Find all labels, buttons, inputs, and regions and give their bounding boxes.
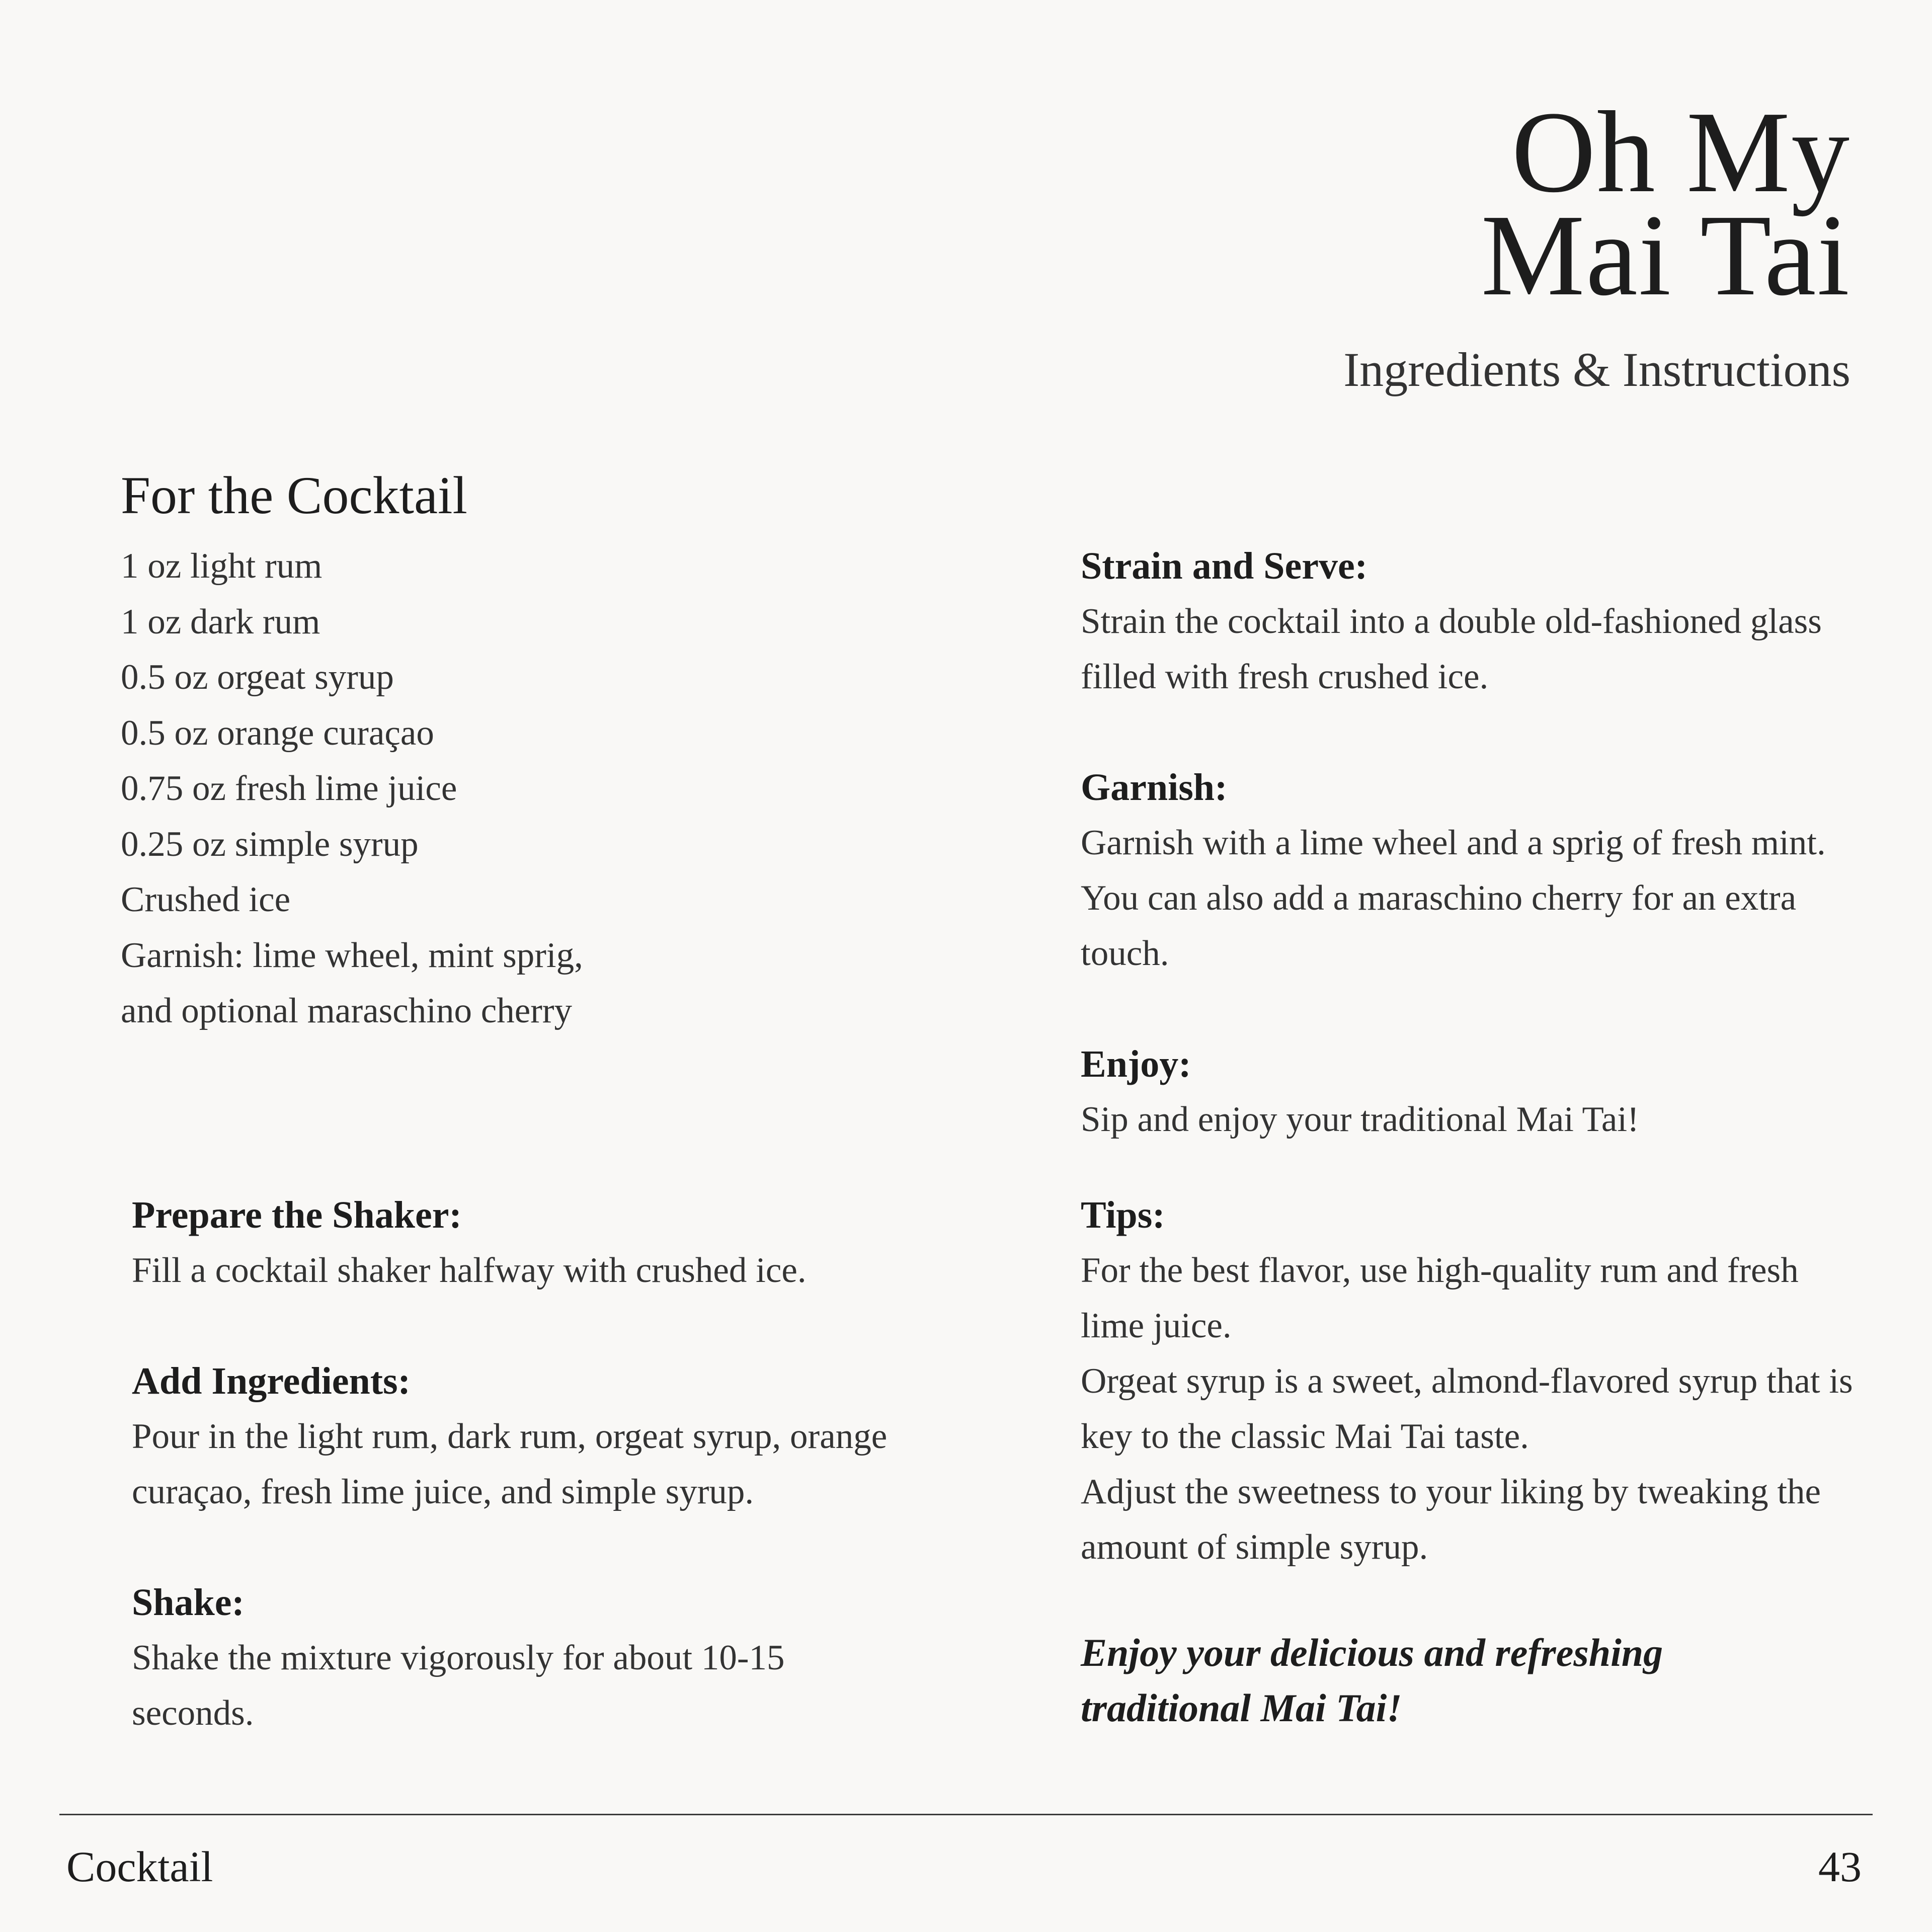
step-text: Sip and enjoy your traditional Mai Tai! xyxy=(1081,1100,1639,1139)
steps-left-column xyxy=(132,1187,987,1796)
step-strain-serve xyxy=(1081,538,1886,704)
step-title: Prepare the Shaker: xyxy=(132,1194,462,1236)
tips-title: Tips: xyxy=(1081,1194,1165,1236)
ingredients-heading: For the Cocktail xyxy=(121,466,467,525)
page-title-line-1: Oh My xyxy=(1511,88,1850,217)
step-title: Shake: xyxy=(132,1581,245,1624)
tip-item: For the best flavor, use high-quality rum and fresh lime juice. xyxy=(1081,1251,1799,1345)
step-title: Strain and Serve: xyxy=(1081,545,1367,587)
ingredient-item: 1 oz light rum xyxy=(121,546,323,586)
steps-right-column xyxy=(1081,538,1886,1736)
ingredient-item: 0.25 oz simple syrup xyxy=(121,824,419,864)
step-prepare-shaker xyxy=(132,1187,987,1298)
tip-item: Adjust the sweetness to your liking by tweaking the amount of simple syrup. xyxy=(1081,1472,1821,1567)
footer-section-label: Cocktail xyxy=(66,1842,213,1891)
ingredient-item: Crushed ice xyxy=(121,880,291,919)
ingredient-item: Garnish: lime wheel, mint sprig, xyxy=(121,935,583,975)
step-text: Garnish with a lime wheel and a sprig of fresh mint. You can also add a maraschino cherry for an extra touch. xyxy=(1081,823,1826,973)
ingredient-item: 0.5 oz orgeat syrup xyxy=(121,658,394,697)
page-subtitle: Ingredients & Instructions xyxy=(1343,343,1850,396)
ingredient-item: 0.5 oz orange curaçao xyxy=(121,713,434,753)
step-add-ingredients xyxy=(132,1353,987,1519)
tips-list xyxy=(1081,1243,1856,1575)
ingredients-section xyxy=(121,463,976,1039)
title-block xyxy=(1343,88,1850,397)
step-garnish xyxy=(1081,760,1886,981)
step-shake xyxy=(132,1575,987,1741)
step-text: Pour in the light rum, dark rum, orgeat syrup, orange curaçao, fresh lime juice, and simple syrup. xyxy=(132,1417,888,1511)
footer-divider xyxy=(59,1814,1873,1815)
page-number: 43 xyxy=(1818,1842,1862,1891)
ingredient-item: 1 oz dark rum xyxy=(121,602,320,641)
step-title: Add Ingredients: xyxy=(132,1360,411,1402)
ingredient-item: 0.75 oz fresh lime juice xyxy=(121,769,457,808)
ingredient-item: and optional maraschino cherry xyxy=(121,991,573,1030)
tip-item: Orgeat syrup is a sweet, almond-flavored syrup that is key to the classic Mai Tai taste. xyxy=(1081,1361,1853,1456)
closing-message: Enjoy your delicious and refreshing traditional Mai Tai! xyxy=(1081,1631,1663,1730)
step-title: Enjoy: xyxy=(1081,1043,1191,1085)
page-title-line-2: Mai Tai xyxy=(1481,191,1850,320)
ingredients-list xyxy=(121,538,976,1039)
step-text: Strain the cocktail into a double old-fashioned glass filled with fresh crushed ice. xyxy=(1081,602,1822,696)
step-enjoy xyxy=(1081,1036,1886,1147)
step-text: Fill a cocktail shaker halfway with crushed ice. xyxy=(132,1251,807,1290)
step-title: Garnish: xyxy=(1081,766,1228,809)
step-text: Shake the mixture vigorously for about 10-15 seconds. xyxy=(132,1638,785,1733)
tips-section xyxy=(1081,1187,1886,1575)
